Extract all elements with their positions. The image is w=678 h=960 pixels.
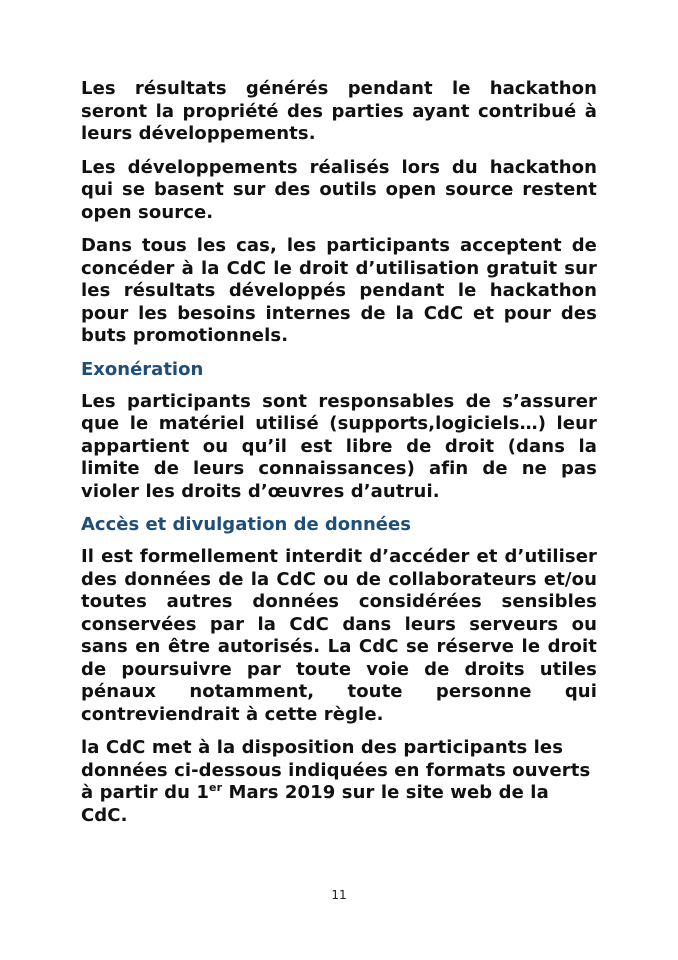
ordinal-superscript: er [209,781,223,794]
paragraph-open-data [81,737,597,827]
heading-data-access: Accès et divulgation de données [81,514,411,535]
paragraph-data-prohibition: Il est formellement interdit d’accéder et d’utiliser des données de la CdC ou de collaborateurs et/ou toutes autres données considérées sensibles conservées par la CdC dans leurs serveurs ou sans en être autorisés. La CdC se réserve le droit de poursuivre par toute voie de droits utiles pénaux notamment, toute personne qui contreviendrait à cette règle. [81,546,597,725]
paragraph-usage-rights: Dans tous les cas, les participants acceptent de concéder à la CdC le droit d’utilisation gratuit sur les résultats développés pendant le hackathon pour les besoins internes de la CdC et pour des buts promotionnels. [81,235,597,346]
open-data-text-end: Mars 2019 sur le site web de la CdC. [81,782,549,826]
heading-exoneration: Exonération [81,358,204,380]
paragraph-exoneration: Les participants sont responsables de s’assurer que le matériel utilisé (supports,logiciels…) leur appartient ou qu’il est libre de droit (dans la limite de leurs connaissances) afin de ne pas violer les droits d’œuvres d’autrui. [81,390,597,502]
open-data-text-start: la CdC met à la disposition des participants les données ci-dessous indiquées en formats ouverts à partir du 1 [81,737,591,803]
page-content [81,78,597,838]
paragraph-open-source: Les développements réalisés lors du hackathon qui se basent sur des outils open source restent open source. [81,156,597,223]
page-number: 11 [331,888,347,902]
paragraph-results-ownership: Les résultats générés pendant le hackathon seront la propriété des parties ayant contribué à leurs développements. [81,78,597,144]
